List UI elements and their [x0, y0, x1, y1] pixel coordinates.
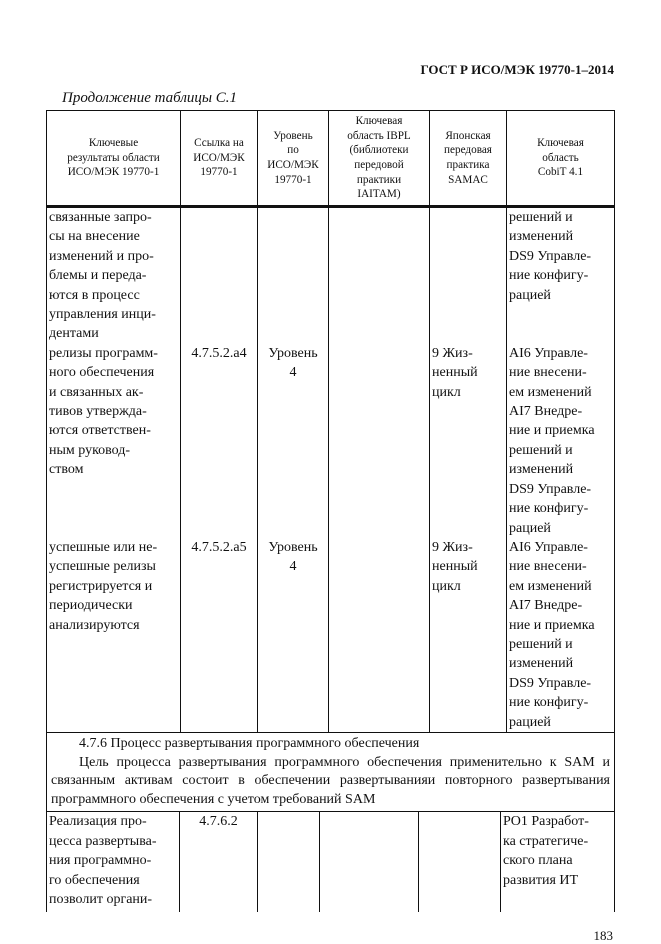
table-cell [181, 207, 258, 344]
table-cell: PO1 Разработ- ка стратегиче- ского плана развития ИТ [501, 812, 615, 912]
table-row [47, 538, 615, 733]
column-header: Ключевые результаты области ИСО/МЭК 19770-1 [47, 111, 181, 207]
section-row [47, 732, 615, 811]
table-row [47, 207, 615, 344]
table-cell: AI6 Управле- ние внесени- ем изменений AI7 Внедре- ние и приемка решений и изменений DS9 Управле- ние конфигу- рацией [507, 538, 615, 733]
table-cell: связанные запро- сы на внесение изменений и про- блемы и переда- ются в процесс управления инци- дентами [47, 207, 181, 344]
table-cell: AI6 Управле- ние внесени- ем изменений AI7 Внедре- ние и приемка решений и изменений DS9 Управле- ние конфигу- рацией [507, 344, 615, 538]
table-cell [419, 812, 501, 912]
table-cell [258, 207, 329, 344]
table-cell: решений и изменений DS9 Управле- ние конфигу- рацией [507, 207, 615, 344]
table-cell [320, 812, 419, 912]
page-body [46, 110, 614, 944]
table-cell [430, 207, 507, 344]
column-header: Ключевая область IBPL (библиотеки передовой практики IAITAM) [329, 111, 430, 207]
table-cell: 4.7.6.2 [180, 812, 258, 912]
table-cell: Уровень 4 [258, 344, 329, 538]
table-header-row [47, 111, 615, 207]
page-number: 183 [593, 928, 613, 944]
column-header: Ссылка на ИСО/МЭК 19770-1 [181, 111, 258, 207]
table-cell: 9 Жиз- ненный цикл [430, 344, 507, 538]
table-cell [329, 207, 430, 344]
section-title: 4.7.6 Процесс развертывания программного обеспечения [79, 735, 420, 751]
table-cell: 9 Жиз- ненный цикл [430, 538, 507, 733]
column-header: Японская передовая практика SAMAC [430, 111, 507, 207]
table-row [47, 344, 615, 538]
table-c1-continued [46, 812, 615, 912]
column-header: Уровень по ИСО/МЭК 19770-1 [258, 111, 329, 207]
table-cell: успешные или не- успешные релизы регистрируется и периодически анализируются [47, 538, 181, 733]
table-row [47, 812, 615, 912]
table-cell: 4.7.5.2.a4 [181, 344, 258, 538]
standard-number: ГОСТ Р ИСО/МЭК 19770-1–2014 [420, 62, 614, 77]
section-text: Цель процесса развертывания программного обеспечения применительно к SAM и связанным активам состоит в обеспечении развертыванияи повторного развертывания программного обеспечения с учетом требований SAM [51, 754, 610, 807]
table-cell [258, 812, 320, 912]
table-cell: 4.7.5.2.a5 [181, 538, 258, 733]
table-cell: Реализация про- цесса развертыва- ния программно- го обеспечения позволит органи- [47, 812, 180, 912]
table-cell [329, 344, 430, 538]
column-header: Ключевая область CobiT 4.1 [507, 111, 615, 207]
table-c1 [46, 110, 615, 812]
table-cell: релизы программ- ного обеспечения и связанных ак- тивов утвержда- ются ответствен- ным руковод- ством [47, 344, 181, 538]
table-caption: Продолжение таблицы С.1 [62, 90, 238, 106]
table-cell [329, 538, 430, 733]
table-cell: Уровень 4 [258, 538, 329, 733]
